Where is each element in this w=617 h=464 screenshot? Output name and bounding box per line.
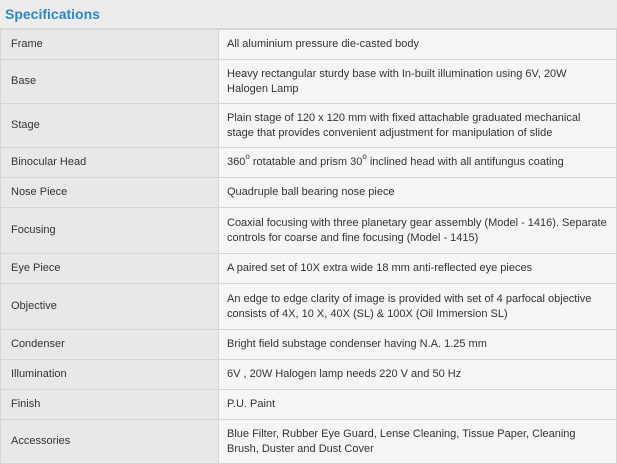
value-part: rotatable and prism 30 — [249, 156, 363, 168]
spec-label: Illumination — [1, 360, 219, 390]
table-row — [1, 30, 617, 60]
table-row — [1, 390, 617, 420]
spec-label: Frame — [1, 30, 219, 60]
table-row — [1, 178, 617, 208]
spec-label: Nose Piece — [1, 178, 219, 208]
spec-value: 6V , 20W Halogen lamp needs 220 V and 50 Hz — [219, 360, 617, 390]
value-part: 360 — [227, 156, 246, 168]
spec-value: An edge to edge clarity of image is provided with set of 4 parfocal objective consists of 4X, 10 X, 40X (SL) & 100X (Oil Immersion SL) — [219, 284, 617, 330]
spec-value: Bright field substage condenser having N.A. 1.25 mm — [219, 330, 617, 360]
value-part: inclined head with all antifungus coating — [366, 156, 564, 168]
section-title: Specifications — [5, 6, 100, 22]
spec-label: Objective — [1, 284, 219, 330]
spec-value — [219, 148, 617, 178]
spec-value: All aluminium pressure die-casted body — [219, 30, 617, 60]
table-row — [1, 330, 617, 360]
spec-label: Stage — [1, 104, 219, 148]
spec-label: Eye Piece — [1, 254, 219, 284]
spec-label: Accessories — [1, 420, 219, 464]
table-row — [1, 254, 617, 284]
spec-value: Plain stage of 120 x 120 mm with fixed attachable graduated mechanical stage that provides convenient adjustment for manipulation of slide — [219, 104, 617, 148]
degree-sup: o — [245, 152, 250, 162]
spec-label: Focusing — [1, 208, 219, 254]
specifications-table — [0, 29, 617, 464]
table-row — [1, 104, 617, 148]
spec-label: Base — [1, 60, 219, 104]
spec-value: P.U. Paint — [219, 390, 617, 420]
spec-value: Quadruple ball bearing nose piece — [219, 178, 617, 208]
spec-label: Binocular Head — [1, 148, 219, 178]
spec-label: Finish — [1, 390, 219, 420]
table-row — [1, 420, 617, 464]
table-row — [1, 60, 617, 104]
degree-sup: o — [362, 152, 367, 162]
spec-label: Condenser — [1, 330, 219, 360]
table-row — [1, 148, 617, 178]
table-row — [1, 208, 617, 254]
table-row — [1, 284, 617, 330]
spec-value: Coaxial focusing with three planetary gear assembly (Model - 1416). Separate controls for coarse and fine focusing (Model - 1415) — [219, 208, 617, 254]
spec-value: A paired set of 10X extra wide 18 mm anti-reflected eye pieces — [219, 254, 617, 284]
spec-value: Blue Filter, Rubber Eye Guard, Lense Cleaning, Tissue Paper, Cleaning Brush, Duster and Dust Cover — [219, 420, 617, 464]
table-row — [1, 360, 617, 390]
spec-value: Heavy rectangular sturdy base with In-built illumination using 6V, 20W Halogen Lamp — [219, 60, 617, 104]
section-header — [0, 0, 617, 29]
